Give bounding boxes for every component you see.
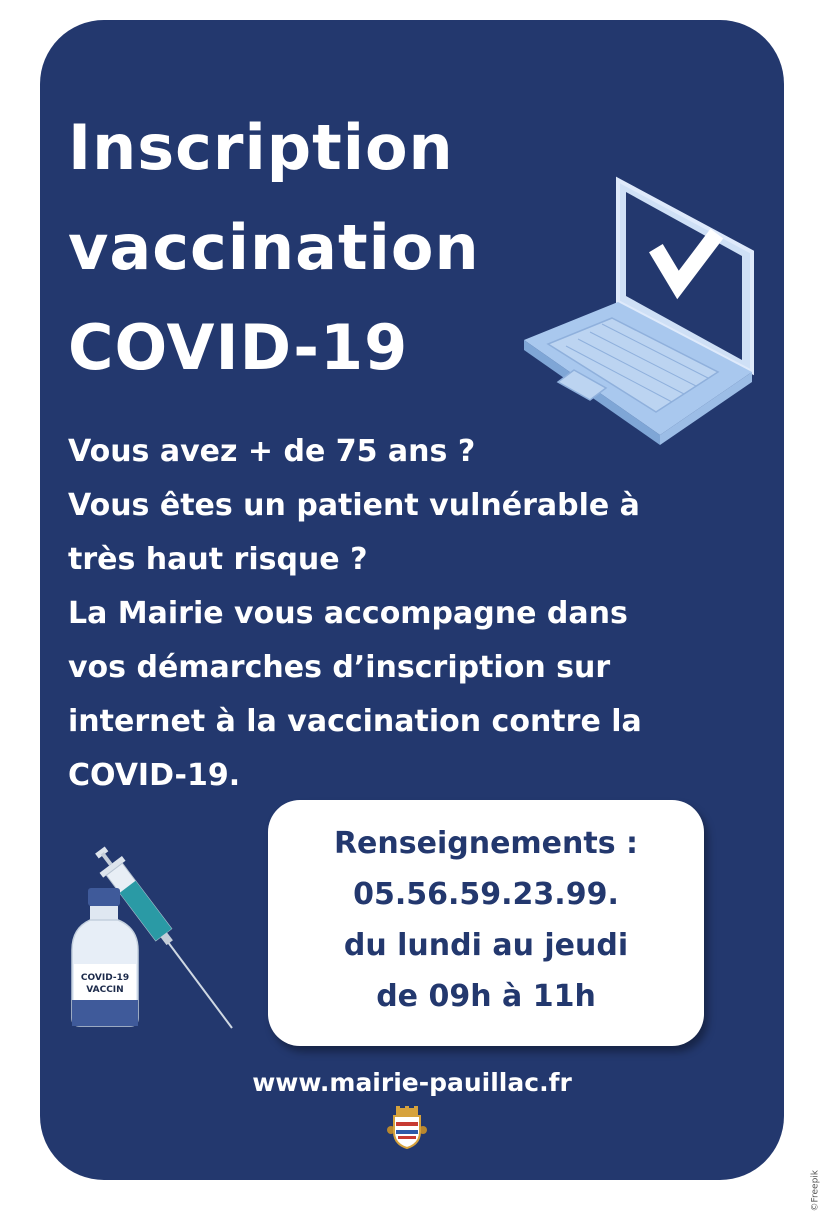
info-heading: Renseignements :	[333, 826, 639, 861]
title-line-2: vaccination	[68, 211, 480, 284]
vial-label-line-2: VACCIN	[86, 985, 124, 995]
vial-label-line-1: COVID-19	[80, 973, 130, 983]
body-line-3: très haut risque ?	[68, 542, 368, 577]
body-line-4: La Mairie vous accompagne dans	[68, 596, 628, 631]
body-text	[68, 425, 758, 803]
info-box	[268, 800, 704, 1046]
title-line-1: Inscription	[68, 111, 454, 184]
body-line-6: internet à la vaccination contre la	[68, 704, 642, 739]
vaccine-vial-icon	[72, 888, 138, 1026]
laptop-check-icon	[520, 160, 760, 440]
poster-title	[68, 98, 480, 398]
image-credit: ©Freepik	[811, 1170, 821, 1212]
body-line-7: COVID-19.	[68, 758, 241, 793]
title-line-3: COVID-19	[68, 311, 409, 384]
vaccine-illustration	[68, 840, 248, 1040]
body-line-2: Vous êtes un patient vulnérable à	[68, 488, 640, 523]
body-line-1: Vous avez + de 75 ans ?	[68, 434, 476, 469]
info-days: du lundi au jeudi	[343, 928, 629, 963]
city-crest-icon	[386, 1106, 428, 1150]
poster	[40, 20, 784, 1180]
website-link[interactable]: www.mairie-pauillac.fr	[252, 1068, 572, 1097]
info-hours: de 09h à 11h	[376, 979, 596, 1014]
phone-number: 05.56.59.23.99.	[353, 877, 619, 912]
body-line-5: vos démarches d’inscription sur	[68, 650, 611, 685]
